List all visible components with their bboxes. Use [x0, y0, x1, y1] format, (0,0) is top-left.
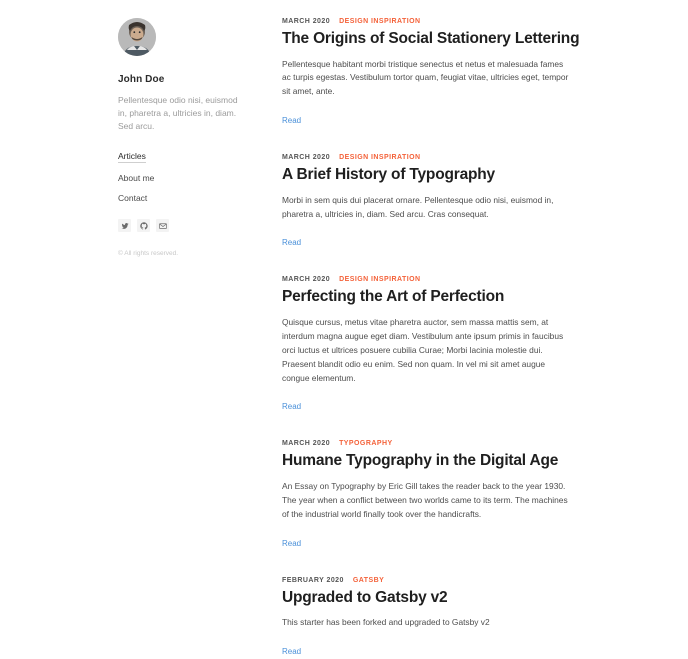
list-item — [282, 154, 594, 250]
sidebar-item-contact[interactable]: Contact — [118, 192, 148, 203]
sidebar-item-about-me[interactable]: About me — [118, 172, 155, 183]
author-name: John Doe — [118, 74, 165, 85]
list-item — [282, 18, 594, 128]
social-links — [118, 219, 268, 232]
post-date: MARCH 2020 — [282, 154, 331, 162]
post-title[interactable]: The Origins of Social Stationery Lettering — [282, 30, 580, 47]
read-link[interactable]: Read — [282, 647, 302, 656]
post-excerpt: Morbi in sem quis dui placerat ornare. Pellentesque odio nisi, euismod in, pharetra a, ultricies in, diam. Sed arcu. Cras consequat. — [282, 194, 554, 219]
avatar — [118, 18, 156, 56]
sidebar — [0, 18, 282, 512]
copyright: © All rights reserved. — [118, 250, 179, 258]
avatar-image — [118, 18, 156, 56]
post-excerpt: This starter has been forked and upgraded to Gatsby v2 — [282, 617, 490, 628]
post-category[interactable]: TYPOGRAPHY — [339, 440, 393, 448]
post-date: FEBRUARY 2020 — [282, 576, 344, 584]
post-category[interactable]: DESIGN INSPIRATION — [339, 154, 421, 162]
post-excerpt: Quisque cursus, metus vitae pharetra auctor, sem massa mattis sem, at interdum magna augue eget diam. Vestibulum ante ipsum primis in faucibus orci luctus et ultrices posuere cubilia Curae; Morbi lacinia molestie dui. Praesent blandit odio eu enim. Sed non quam. In vel mi sit amet augue congue elementum. — [282, 317, 564, 383]
list-item — [282, 276, 594, 414]
post-category[interactable]: DESIGN INSPIRATION — [339, 276, 421, 284]
email-icon[interactable] — [156, 219, 169, 232]
read-link[interactable]: Read — [282, 116, 302, 126]
post-meta — [282, 18, 594, 25]
read-link[interactable]: Read — [282, 238, 302, 248]
twitter-glyph — [121, 222, 129, 230]
email-glyph — [159, 222, 167, 230]
github-glyph — [140, 222, 148, 230]
post-excerpt: An Essay on Typography by Eric Gill takes the reader back to the year 1930. The year when a conflict between two worlds came to its term. The machines of the industrial world finally took over the handicrafts. — [282, 480, 568, 519]
post-category[interactable]: DESIGN INSPIRATION — [339, 18, 421, 25]
sidebar-item-articles[interactable]: Articles — [118, 151, 146, 163]
post-date: MARCH 2020 — [282, 276, 331, 284]
post-title[interactable]: Upgraded to Gatsby v2 — [282, 588, 448, 606]
post-title[interactable]: Humane Typography in the Digital Age — [282, 452, 559, 470]
post-meta — [282, 154, 594, 161]
twitter-icon[interactable] — [118, 219, 131, 232]
post-category[interactable]: GATSBY — [352, 576, 385, 584]
author-bio: Pellentesque odio nisi, euismod in, pharetra a, ultricies in, diam. Sed arcu. — [118, 95, 238, 132]
list-item — [282, 577, 594, 659]
read-link[interactable]: Read — [282, 402, 302, 412]
post-meta — [282, 276, 594, 283]
list-item — [282, 440, 594, 550]
github-icon[interactable] — [137, 219, 150, 232]
post-excerpt: Pellentesque habitant morbi tristique senectus et netus et malesuada fames ac turpis egestas. Vestibulum tortor quam, feugiat vitae, ultricies eget, tempor sit amet, ante. — [282, 58, 569, 97]
read-link[interactable]: Read — [282, 538, 302, 548]
post-date: MARCH 2020 — [282, 18, 331, 25]
sidebar-nav — [118, 151, 268, 204]
post-title[interactable]: Perfecting the Art of Perfection — [282, 288, 505, 306]
post-meta — [282, 577, 594, 584]
post-date: MARCH 2020 — [282, 440, 331, 448]
post-title[interactable]: A Brief History of Typography — [282, 166, 495, 184]
post-meta — [282, 440, 594, 447]
post-list — [282, 18, 688, 656]
